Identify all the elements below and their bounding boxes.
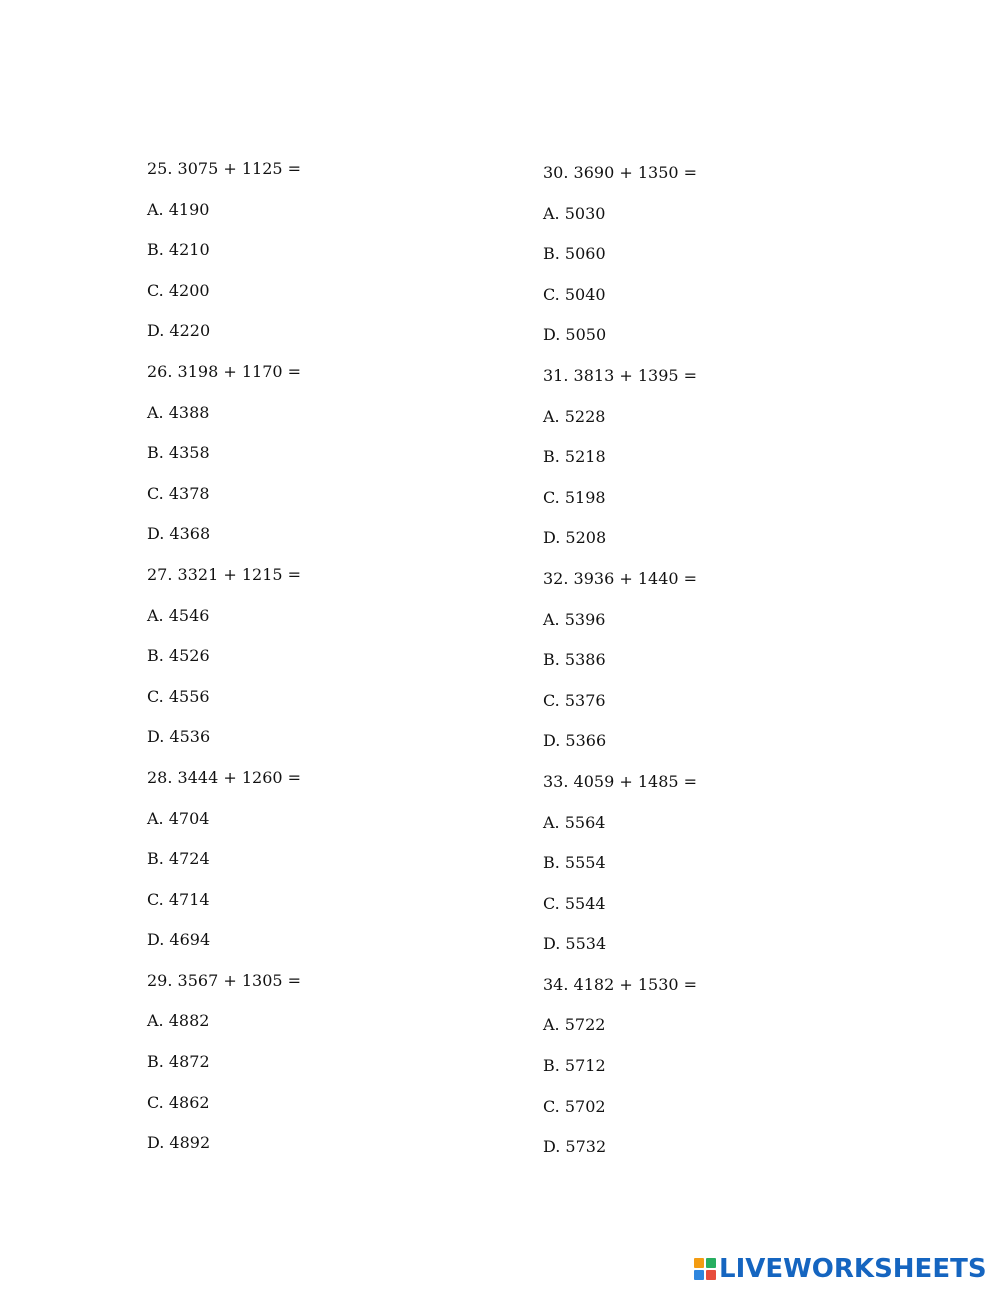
question-text: 30. 3690 + 1350 = [543,163,698,182]
answer-option[interactable]: B. 5218 [543,447,606,467]
answer-option[interactable]: C. 5198 [543,487,606,507]
answer-option[interactable]: A. 5722 [543,1015,606,1035]
answer-option[interactable]: B. 5386 [543,650,606,670]
question-block [543,568,903,771]
answer-option[interactable]: B. 5712 [543,1056,606,1076]
logo-block [706,1258,716,1268]
answer-option[interactable]: D. 4694 [147,930,211,950]
question-text: 34. 4182 + 1530 = [543,974,698,994]
answer-option[interactable]: B. 4358 [147,443,210,463]
answer-option[interactable]: D. 4892 [147,1133,211,1153]
answer-option[interactable]: C. 4378 [147,483,210,503]
answer-option[interactable]: A. 5564 [543,812,606,832]
question-block [147,767,507,970]
answer-option[interactable]: A. 5228 [543,406,606,426]
liveworksheets-logo [694,1253,987,1285]
answer-option[interactable]: A. 5030 [543,203,606,223]
answer-option[interactable]: B. 4872 [147,1052,210,1072]
answer-option[interactable]: D. 5050 [543,325,607,345]
answer-option[interactable]: C. 5702 [543,1096,606,1116]
answer-option[interactable]: C. 4200 [147,280,210,300]
answer-option[interactable]: B. 5060 [543,244,606,264]
logo-block [694,1270,704,1280]
answer-option[interactable]: B. 5554 [543,853,606,873]
question-block [147,361,507,564]
left-question-column [147,158,507,1173]
answer-option[interactable]: A. 4546 [147,605,210,625]
answer-option[interactable]: D. 4368 [147,524,211,544]
answer-option[interactable]: D. 5732 [543,1137,607,1157]
question-block [543,771,903,974]
answer-option[interactable]: D. 4220 [147,321,211,341]
answer-option[interactable]: C. 5040 [543,284,606,304]
logo-blocks-icon [694,1258,716,1280]
answer-option[interactable]: C. 4862 [147,1092,210,1112]
answer-option[interactable]: A. 4190 [147,199,210,219]
answer-option[interactable]: A. 4704 [147,808,210,828]
question-text: 26. 3198 + 1170 = [147,361,302,381]
answer-option[interactable]: B. 4526 [147,646,210,666]
logo-text: LIVEWORKSHEETS [719,1254,987,1284]
answer-option[interactable]: A. 5396 [543,609,606,629]
question-block [543,974,903,1177]
answer-option[interactable]: C. 4556 [147,686,210,706]
question-block [543,365,903,568]
question-text: 28. 3444 + 1260 = [147,767,302,787]
logo-block [694,1258,704,1268]
question-block [147,564,507,767]
question-text: 31. 3813 + 1395 = [543,365,698,385]
answer-option[interactable]: C. 4714 [147,889,210,909]
question-block [147,970,507,1173]
question-text: 32. 3936 + 1440 = [543,568,698,588]
answer-option[interactable]: C. 5544 [543,893,606,913]
question-text: 27. 3321 + 1215 = [147,564,302,584]
answer-option[interactable]: D. 5534 [543,934,607,954]
question-block [543,162,903,365]
question-text: 25. 3075 + 1125 = [147,159,302,178]
question-text: 33. 4059 + 1485 = [543,771,698,791]
answer-option[interactable]: A. 4388 [147,402,210,422]
answer-option[interactable]: D. 4536 [147,727,211,747]
question-block [147,158,507,361]
answer-option[interactable]: D. 5366 [543,731,607,751]
answer-option[interactable]: A. 4882 [147,1011,210,1031]
right-question-column [543,162,903,1177]
answer-option[interactable]: D. 5208 [543,528,607,548]
answer-option[interactable]: B. 4210 [147,240,210,260]
answer-option[interactable]: C. 5376 [543,690,606,710]
logo-block [706,1270,716,1280]
answer-option[interactable]: B. 4724 [147,849,210,869]
question-text: 29. 3567 + 1305 = [147,970,302,990]
